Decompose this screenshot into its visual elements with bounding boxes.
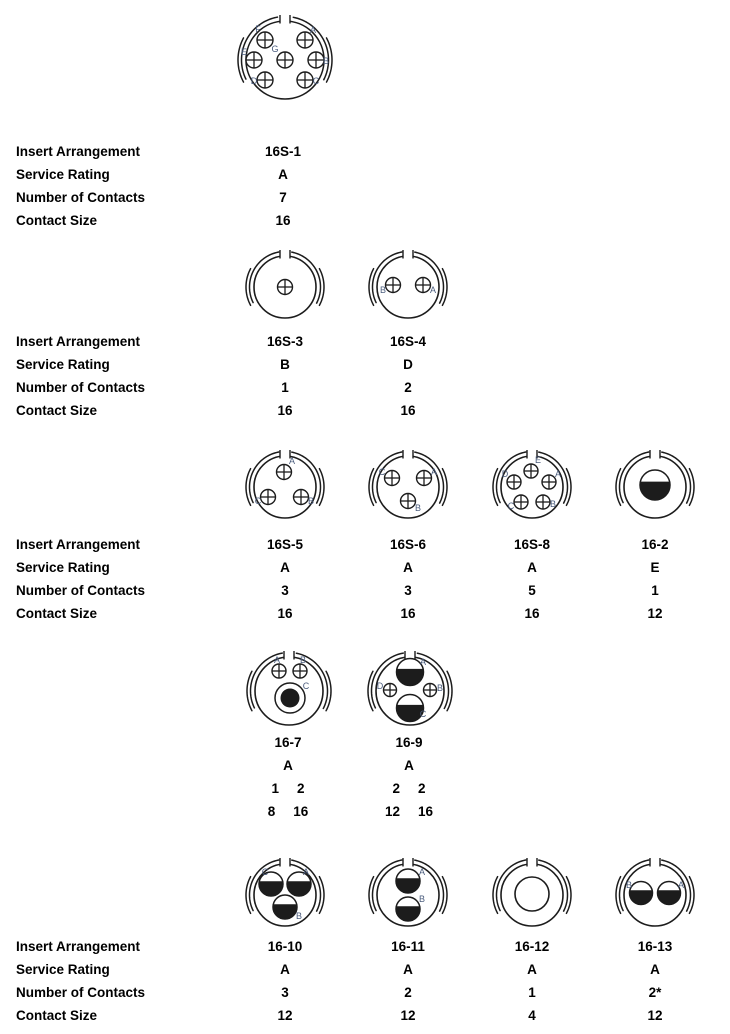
connector-face-16s-6 bbox=[363, 442, 453, 532]
connector-face-16s-4 bbox=[363, 242, 453, 332]
keyway-gap bbox=[527, 861, 537, 867]
cell-value: 16 bbox=[277, 403, 293, 418]
row-label-contact-size: Contact Size bbox=[16, 403, 98, 418]
contact-letter: B bbox=[299, 655, 307, 665]
connector-face-16s-5 bbox=[240, 442, 330, 532]
contact-letter: E bbox=[240, 47, 248, 57]
cell-value: A bbox=[527, 560, 537, 575]
row-label-contact-size: Contact Size bbox=[16, 606, 98, 621]
cell-value: 2* bbox=[648, 985, 662, 1000]
cell-value: 16-2 bbox=[641, 537, 669, 552]
row-label-number-of-contacts: Number of Contacts bbox=[16, 985, 146, 1000]
contact-letter: B bbox=[436, 683, 444, 693]
cell-value: 16-12 bbox=[514, 939, 550, 954]
connector-face-16-13 bbox=[610, 850, 700, 940]
cell-value: A bbox=[527, 962, 537, 977]
contact-letter: C bbox=[507, 501, 515, 511]
contact-letter: D bbox=[250, 76, 258, 86]
contact-letter: A bbox=[288, 456, 296, 466]
connector-face-16s-8 bbox=[487, 442, 577, 532]
keyway-gap bbox=[650, 861, 660, 867]
cell-value: 16-11 bbox=[391, 939, 425, 954]
row-label-insert-arrangement: Insert Arrangement bbox=[16, 144, 141, 159]
cell-value: 12 bbox=[647, 1008, 663, 1023]
cell-value: 16-13 bbox=[637, 939, 673, 954]
cell-subvalue: 2 bbox=[297, 781, 305, 796]
row-label-number-of-contacts: Number of Contacts bbox=[16, 583, 146, 598]
keyway-gap bbox=[403, 861, 413, 867]
row-label-service-rating: Service Rating bbox=[16, 357, 110, 372]
cell-value: 16 bbox=[400, 606, 416, 621]
row-label-contact-size: Contact Size bbox=[16, 1008, 98, 1023]
cell-value: 16S-1 bbox=[264, 144, 302, 159]
contact-letter: G bbox=[271, 44, 279, 54]
connector-face-16-11 bbox=[363, 850, 453, 940]
connector-face-16s-1 bbox=[232, 7, 338, 113]
cell-subvalue: 12 bbox=[384, 804, 400, 819]
contact-letter: E bbox=[534, 455, 542, 465]
cell-value: D bbox=[403, 357, 413, 372]
contact-letter: F bbox=[255, 24, 261, 34]
cell-value: B bbox=[280, 357, 290, 372]
cell-value: A bbox=[403, 560, 413, 575]
keyway-gap bbox=[403, 253, 413, 259]
cell-value: 16-10 bbox=[267, 939, 303, 954]
cell-value: E bbox=[650, 560, 660, 575]
row-label-contact-size: Contact Size bbox=[16, 213, 98, 228]
cell-value: 3 bbox=[404, 583, 412, 598]
contact-letter: C bbox=[419, 709, 427, 719]
cell-value: 16S-8 bbox=[513, 537, 551, 552]
contact-cross bbox=[278, 280, 293, 295]
keyway-gap bbox=[280, 18, 290, 24]
cell-value: 16-9 bbox=[395, 735, 423, 750]
contact-letter: B bbox=[307, 496, 315, 506]
contact-letter: A bbox=[677, 880, 685, 890]
contact-letter: A bbox=[302, 867, 310, 877]
row-label-number-of-contacts: Number of Contacts bbox=[16, 380, 146, 395]
contact-letter: A bbox=[418, 867, 426, 877]
cell-subvalue: 1 bbox=[271, 781, 279, 796]
connector-face-16-7 bbox=[241, 643, 337, 739]
contact-letter: D bbox=[501, 469, 509, 479]
contact-letter: A bbox=[273, 655, 281, 665]
row-label-insert-arrangement: Insert Arrangement bbox=[16, 939, 141, 954]
cell-value: 16S-4 bbox=[389, 334, 427, 349]
cell-value: 16S-6 bbox=[389, 537, 427, 552]
cell-value bbox=[392, 781, 425, 797]
cell-value: A bbox=[404, 758, 414, 773]
keyway-gap bbox=[650, 453, 660, 459]
keyway-gap bbox=[280, 253, 290, 259]
contact-letter: B bbox=[625, 880, 633, 890]
cell-subvalue: 16 bbox=[418, 804, 434, 819]
row-label-insert-arrangement: Insert Arrangement bbox=[16, 537, 141, 552]
cell-value: 1 bbox=[281, 380, 289, 395]
contact-ring bbox=[515, 877, 549, 911]
keyway-gap bbox=[403, 453, 413, 459]
cell-value: A bbox=[403, 962, 413, 977]
cell-value: 2 bbox=[404, 985, 412, 1000]
connector-face-16-10 bbox=[240, 850, 330, 940]
cell-value: 4 bbox=[528, 1008, 536, 1023]
cell-value: 12 bbox=[647, 606, 663, 621]
row-label-number-of-contacts: Number of Contacts bbox=[16, 190, 146, 205]
cell-value: A bbox=[280, 560, 290, 575]
cell-subvalue: 2 bbox=[418, 781, 426, 796]
cell-value: 16 bbox=[277, 606, 293, 621]
contact-letter: A bbox=[554, 469, 562, 479]
contact-B bbox=[308, 52, 329, 68]
contact-letter: A bbox=[430, 467, 438, 477]
cell-value: 16S-3 bbox=[266, 334, 304, 349]
contact-letter: B bbox=[418, 894, 426, 904]
cell-value bbox=[385, 804, 433, 820]
cell-value: A bbox=[280, 962, 290, 977]
contact-letter: A bbox=[419, 657, 427, 667]
contact-letter: D bbox=[376, 681, 384, 691]
cell-value: 1 bbox=[528, 985, 536, 1000]
contact-letter: A bbox=[309, 25, 317, 35]
connector-face-16-12 bbox=[487, 850, 577, 940]
cell-value: A bbox=[283, 758, 293, 773]
cell-value: 3 bbox=[281, 583, 289, 598]
contact-halfmoon bbox=[640, 470, 670, 500]
contact-letter: B bbox=[379, 285, 387, 295]
cell-value bbox=[268, 804, 309, 820]
contact-letter: C bbox=[254, 496, 262, 506]
cell-value: A bbox=[278, 167, 288, 182]
connector-face-16s-3 bbox=[240, 242, 330, 332]
contact-letter: C bbox=[302, 681, 310, 691]
connector-face-16-9 bbox=[362, 643, 458, 739]
cell-value: 16 bbox=[524, 606, 540, 621]
row-label-service-rating: Service Rating bbox=[16, 167, 110, 182]
contact-letter: B bbox=[322, 56, 330, 66]
cell-subvalue: 16 bbox=[293, 804, 309, 819]
contact-letter: C bbox=[378, 467, 386, 477]
contact-letter: A bbox=[429, 285, 437, 295]
keyway-gap bbox=[280, 861, 290, 867]
row-label-insert-arrangement: Insert Arrangement bbox=[16, 334, 141, 349]
contact-letter: B bbox=[295, 911, 303, 921]
cell-subvalue: 2 bbox=[392, 781, 400, 796]
cell-value: 16S-5 bbox=[266, 537, 304, 552]
row-label-service-rating: Service Rating bbox=[16, 560, 110, 575]
cell-value: 2 bbox=[404, 380, 412, 395]
cell-value: 16 bbox=[275, 213, 291, 228]
cell-value: A bbox=[650, 962, 660, 977]
cell-value: 1 bbox=[651, 583, 659, 598]
contact-letter: B bbox=[549, 499, 557, 509]
contact-letter: C bbox=[312, 76, 320, 86]
keyway-gap bbox=[284, 654, 294, 660]
cell-value: 12 bbox=[277, 1008, 293, 1023]
connector-face-16-2 bbox=[610, 442, 700, 532]
contact-letter: C bbox=[261, 867, 269, 877]
cell-value: 5 bbox=[528, 583, 536, 598]
row-label-service-rating: Service Rating bbox=[16, 962, 110, 977]
cell-value: 16 bbox=[400, 403, 416, 418]
contact-letter: B bbox=[414, 503, 422, 513]
cell-value bbox=[271, 781, 304, 797]
cell-value: 12 bbox=[400, 1008, 416, 1023]
cell-subvalue: 8 bbox=[267, 804, 276, 819]
cell-value: 16-7 bbox=[274, 735, 302, 750]
cell-value: 7 bbox=[279, 190, 287, 205]
cell-value: 3 bbox=[281, 985, 289, 1000]
